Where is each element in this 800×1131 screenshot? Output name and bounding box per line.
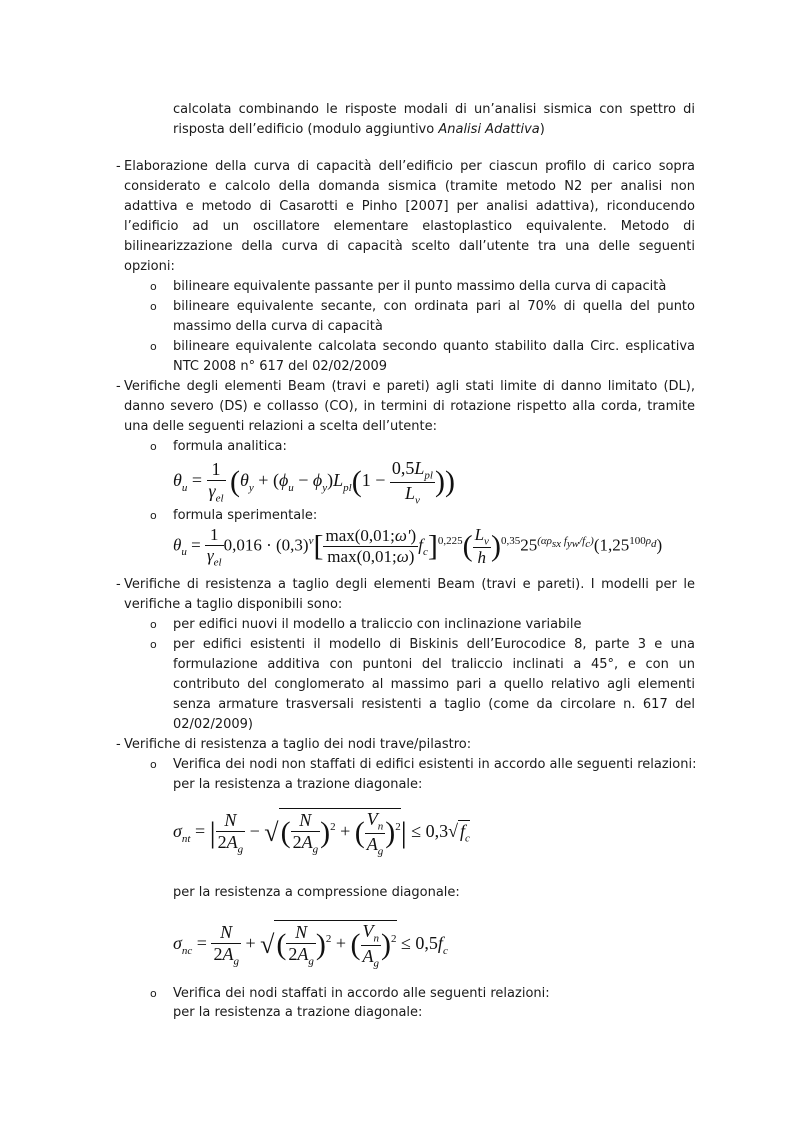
text: risposta dell’edificio (modulo aggiuntivo	[173, 122, 439, 137]
option-line: contributo del conglomerato al massimo pari a quello relativo agli elementi	[173, 677, 695, 692]
sub-bullet: o	[150, 509, 157, 522]
paragraph-line: una delle seguenti relazioni a scelta dell’utente:	[124, 419, 438, 434]
paragraph-line: calcolata combinando le risposte modali di un’analisi sismica con spettro di	[173, 102, 695, 117]
paragraph-line: adattiva e metodo di Casarotti e Pinho [2007] per analisi adattiva), riconducendo	[124, 199, 695, 214]
option-line: bilineare equivalente passante per il punto massimo della curva di capacità	[173, 279, 667, 294]
sub-bullet: o	[150, 300, 157, 313]
bullet-dash: -	[116, 379, 121, 394]
option-line: massimo della curva di capacità	[173, 319, 383, 334]
bullet-dash: -	[116, 737, 121, 752]
sub-bullet: o	[150, 280, 157, 293]
paragraph-line: Verifiche di resistenza a taglio degli elementi Beam (travi e pareti). I modelli per le	[124, 577, 695, 592]
option-line: per la resistenza a compressione diagonale:	[173, 885, 460, 900]
option-line: Verifica dei nodi non staffati di edifici esistenti in accordo alle seguenti relazioni:	[173, 757, 697, 772]
paragraph-line: Elaborazione della curva di capacità dell’edificio per ciascun profilo di carico sopra	[124, 159, 695, 174]
option-line: senza armature trasversali resistenti a taglio (come da circolare n. 617 del	[173, 697, 695, 712]
option-line: formulazione additiva con puntoni del traliccio inclinati a 45°, e con un	[173, 657, 695, 672]
option-line: per la resistenza a trazione diagonale:	[173, 777, 423, 792]
option-line: per la resistenza a trazione diagonale:	[173, 1005, 423, 1020]
paragraph-line: opzioni:	[124, 259, 175, 274]
italic-module-name: Analisi Adattiva	[438, 122, 540, 137]
paragraph-line	[173, 121, 545, 139]
sub-bullet: o	[150, 618, 157, 631]
option-line: per edifici nuovi il modello a traliccio con inclinazione variabile	[173, 617, 582, 632]
sub-bullet: o	[150, 340, 157, 353]
paragraph-line: l’edificio ad un oscillatore elementare elastoplastico equivalente. Metodo di	[124, 219, 695, 234]
option-line: 02/02/2009)	[173, 717, 253, 732]
option-line: bilineare equivalente secante, con ordinata pari al 70% di quella del punto	[173, 299, 695, 314]
formula-analytic: $\theta_u$ = $\frac{1}{\gamma_{el}}$ ($\theta_y + (\phi_u - \phi_y)L_{pl}(1$ − $\frac{0,5L_{pl}}{L_v}$ ))	[173, 458, 455, 507]
option-line: per edifici esistenti il modello di Biskinis dell’Eurocodice 8, parte 3 e una	[173, 637, 695, 652]
paragraph-line: Verifiche di resistenza a taglio dei nodi trave/pilastro:	[124, 737, 472, 752]
sub-bullet: o	[150, 758, 157, 771]
option-line: bilineare equivalente calcolata secondo quanto stabilito dalla Circ. esplicativa	[173, 339, 695, 354]
paragraph-line: verifiche a taglio disponibili sono:	[124, 597, 343, 612]
bullet-dash: -	[116, 159, 121, 174]
text: )	[539, 122, 545, 137]
paragraph-line: danno severo (DS) e collasso (CO), in termini di rotazione rispetto alla corda, tramite	[124, 399, 695, 414]
option-line: formula sperimentale:	[173, 508, 318, 523]
paragraph-line: Verifiche degli elementi Beam (travi e pareti) agli stati limite di danno limitato (DL),	[124, 379, 695, 394]
sub-bullet: o	[150, 987, 157, 1000]
option-line: NTC 2008 n° 617 del 02/02/2009	[173, 359, 388, 374]
option-line: formula analitica:	[173, 439, 287, 454]
formula-sigma-nc: $\sigma_{nc}$ = $\frac{N}{2A_g}$ + √( $\frac{N}{2A_g}$ )$^2$ + ( $\frac{V_n}{A_g}$ )$^2 \le 0,5f_c$	[173, 921, 448, 970]
sub-bullet: o	[150, 440, 157, 453]
paragraph-line: bilinearizzazione della curva di capacità scelto dall’utente tra una delle seguenti	[124, 239, 695, 254]
formula-experimental: $\theta_u$ = $\frac{1}{\gamma_{el}}$ $0,016 \cdot (0,3)^\nu$[ $\frac{\max(0,01;\omega')}{\max(0,01;\omega)}$ $f_c]^{0,225}$( $\frac{L_v}{h}$ )$^{0,35}25^{(\alpha\rho_{sx} f_{yw}/f_c)}(1,25^{100\rho_d})$	[173, 525, 663, 569]
bullet-dash: -	[116, 577, 121, 592]
formula-sigma-nt: $\sigma_{nt}$ = | $\frac{N}{2A_g}$ − √( $\frac{N}{2A_g}$ )$^2$ + ( $\frac{V_n}{A_g}$ )$^2$| ≤ 0,3√ $f_c$	[173, 809, 470, 858]
option-line: Verifica dei nodi staffati in accordo alle seguenti relazioni:	[173, 986, 550, 1001]
sub-bullet: o	[150, 638, 157, 651]
paragraph-line: considerato e calcolo della domanda sismica (tramite metodo N2 per analisi non	[124, 179, 695, 194]
